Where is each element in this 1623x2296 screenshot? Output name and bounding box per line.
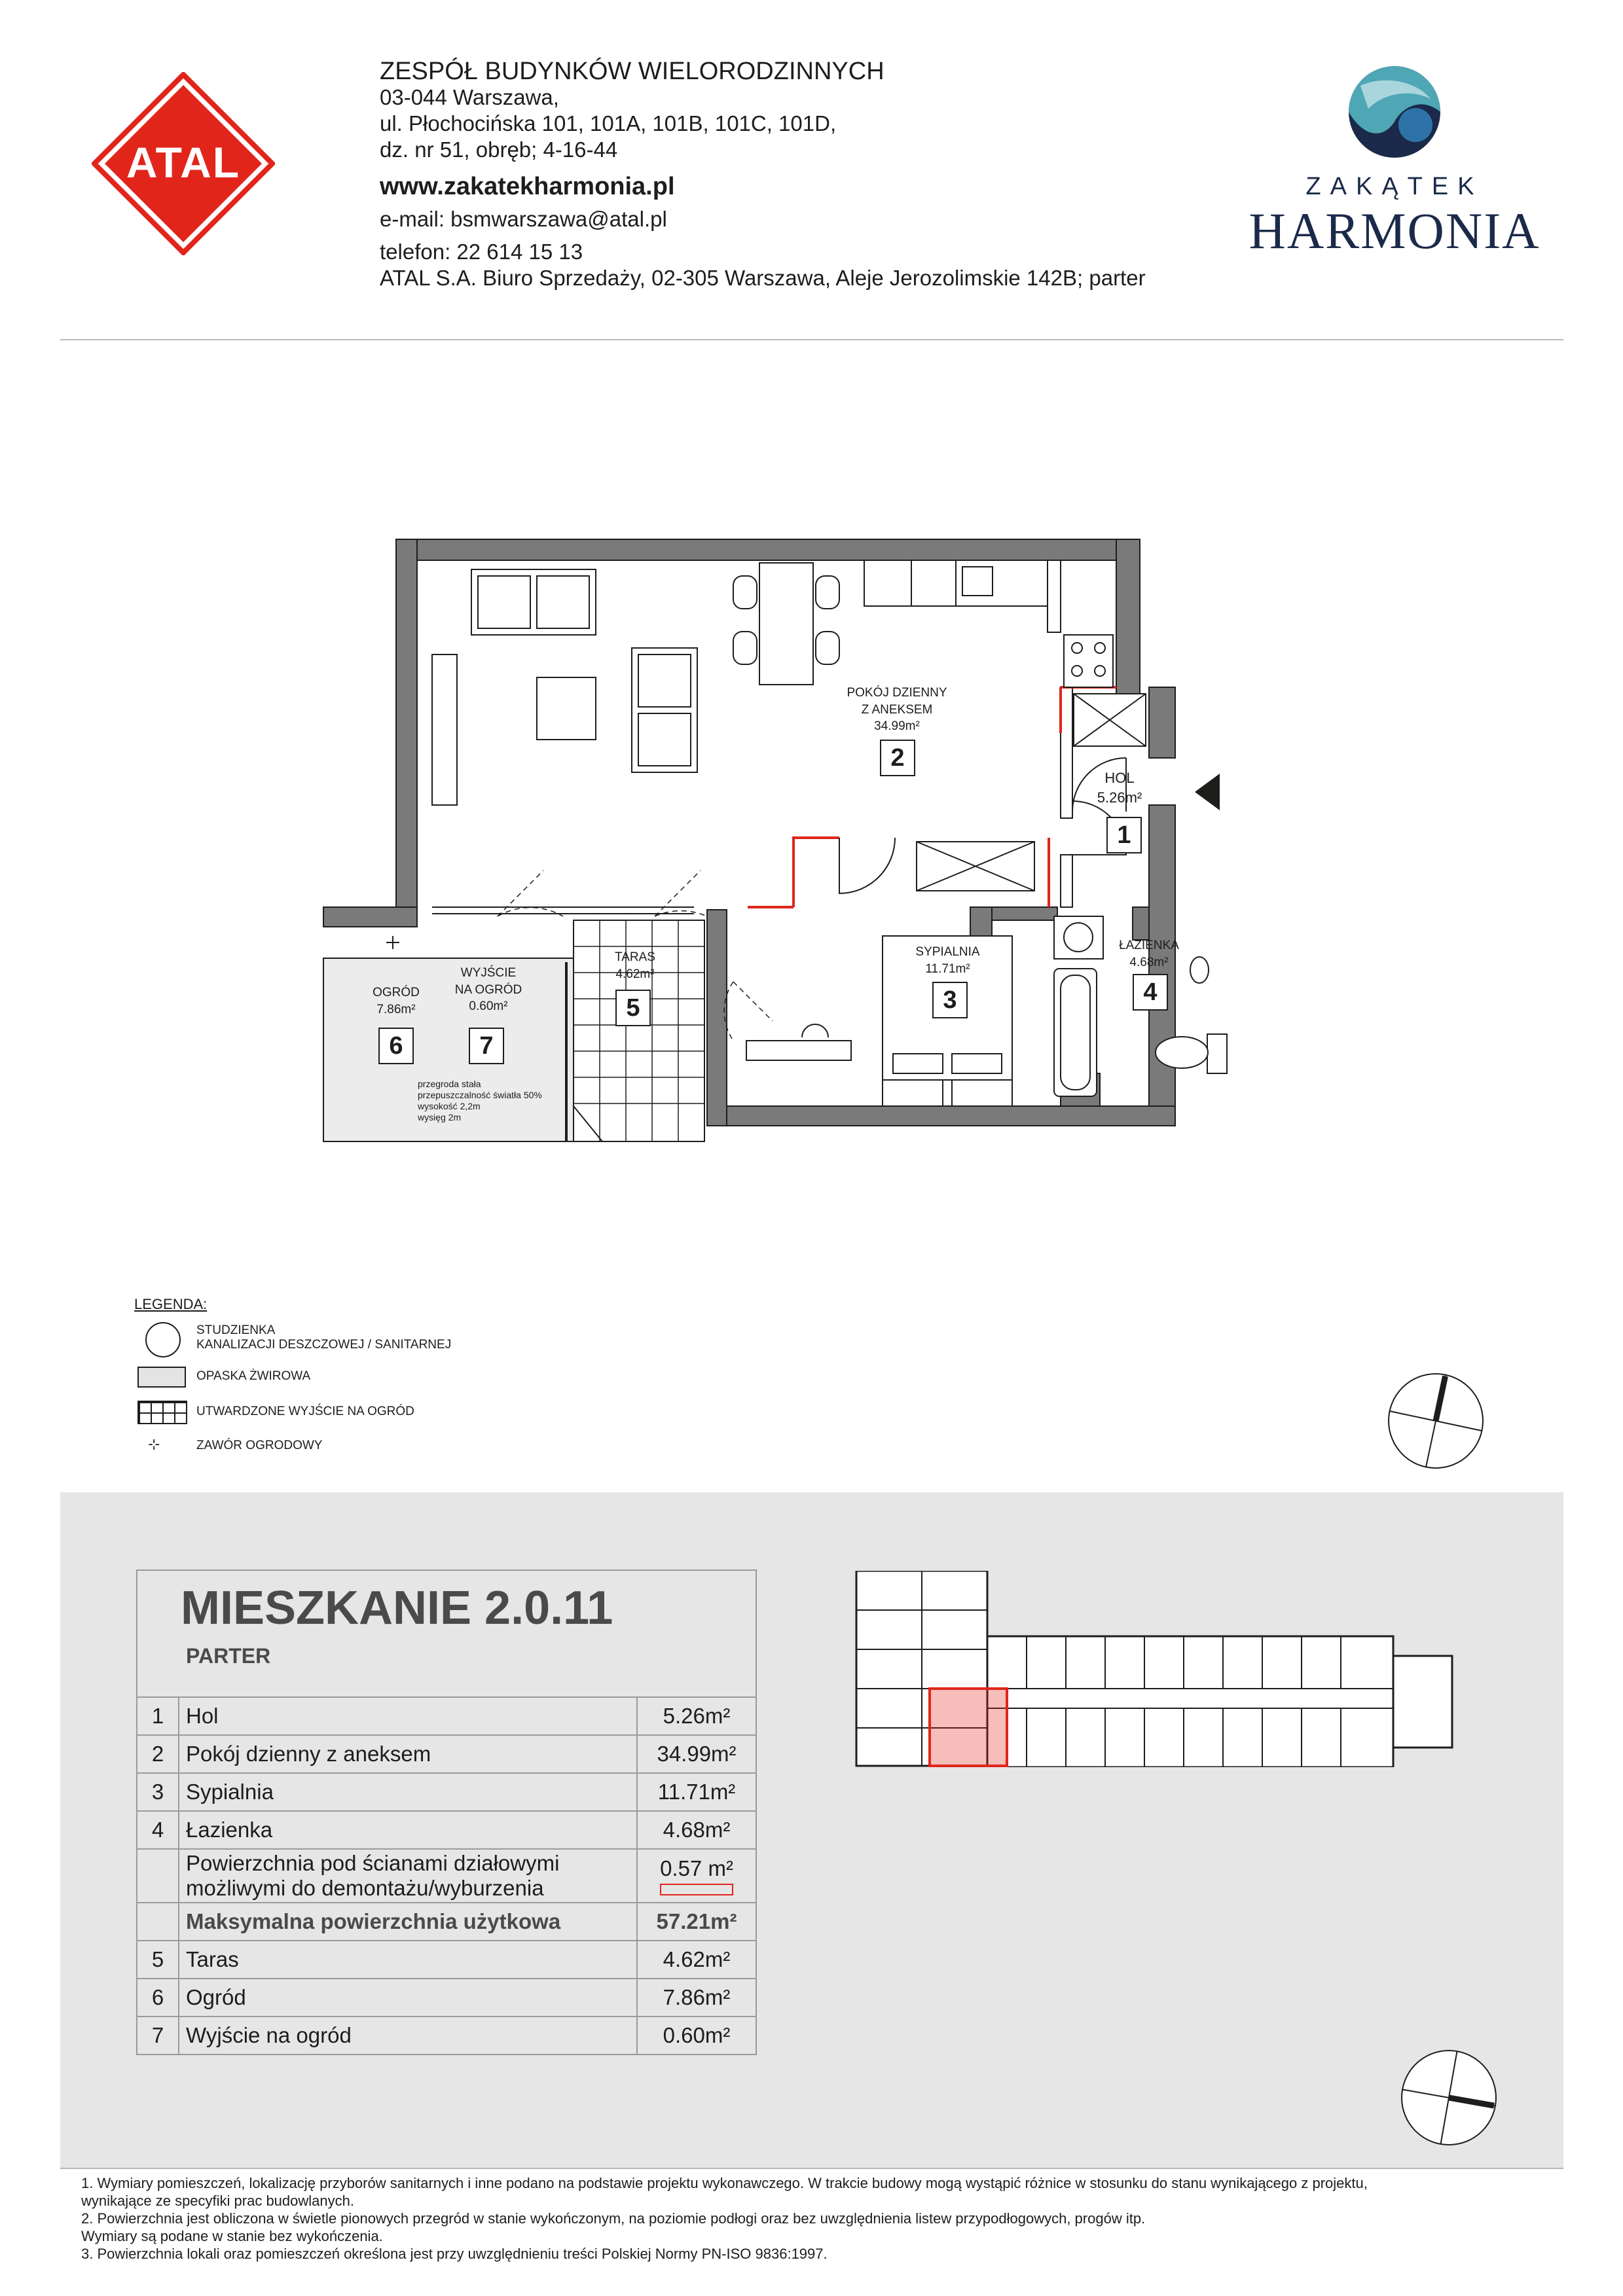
room-name: ŁAZIENKA — [1119, 939, 1179, 952]
partition-note — [418, 1079, 542, 1123]
room-number-5: 5 — [615, 990, 651, 1026]
website-link[interactable]: www.zakatekharmonia.pl — [380, 173, 675, 200]
legend-item-gravel: OPASKA ŻWIROWA — [196, 1369, 311, 1383]
manhole-circle-icon — [145, 1322, 181, 1357]
table-row — [137, 1811, 756, 1849]
row-value: 0.60m² — [637, 2017, 756, 2054]
row-name: Sypialnia — [179, 1773, 637, 1811]
legend-line: STUDZIENKA — [196, 1323, 276, 1337]
paved-exit-icon — [137, 1401, 187, 1424]
row-number: 7 — [137, 2017, 179, 2054]
row-name: Taras — [179, 1941, 637, 1979]
table-row — [137, 1697, 756, 1735]
apartment-area-table — [136, 1696, 757, 2055]
footnote-line: Wymiary są podane w stanie bez wykończenia. — [81, 2228, 383, 2244]
room-label-bathroom — [1106, 937, 1192, 971]
room-number-2: 2 — [880, 740, 915, 776]
gravel-strip-icon — [137, 1367, 186, 1388]
row-value: 57.21m² — [637, 1903, 756, 1941]
room-number-3: 3 — [932, 982, 968, 1018]
table-row-demolition — [137, 1849, 756, 1903]
room-label-garden — [360, 984, 432, 1018]
footnotes — [81, 2174, 1554, 2263]
row-number: 2 — [137, 1735, 179, 1773]
row-number: 1 — [137, 1697, 179, 1735]
row-name: Wyjście na ogród — [179, 2017, 637, 2054]
footnote-line: wynikające ze specyfiki prac budowlanych. — [81, 2193, 354, 2209]
garden-valve-icon: ⊹ — [148, 1436, 160, 1452]
row-name: Maksymalna powierzchnia użytkowa — [179, 1903, 637, 1941]
row-value: 7.86m² — [637, 1979, 756, 2017]
room-number-7: 7 — [469, 1028, 504, 1064]
row-name: Hol — [179, 1697, 637, 1735]
table-row — [137, 2017, 756, 2054]
room-area: 4.68m² — [1129, 955, 1169, 969]
brand-line-2: HARMONIA — [1249, 202, 1541, 259]
header-address-2: ul. Płochocińska 101, 101A, 101B, 101C, 101D, — [380, 111, 837, 135]
partition-note-line: wysokość 2,2m — [418, 1101, 481, 1111]
row-number-empty — [137, 1849, 179, 1903]
row-number-empty — [137, 1903, 179, 1941]
room-name: POKÓJ DZIENNY — [847, 686, 947, 700]
row-name: Pokój dzienny z aneksem — [179, 1735, 637, 1773]
office-address: ATAL S.A. Biuro Sprzedaży, 02-305 Warszawa, Aleje Jerozolimskie 142B; parter — [380, 266, 1146, 290]
floor-plan — [314, 530, 1270, 1152]
row-number: 5 — [137, 1941, 179, 1979]
header-address-1: 03-044 Warszawa, — [380, 85, 559, 109]
partition-note-line: przegroda stała — [418, 1079, 481, 1089]
room-name: OGRÓD — [373, 986, 420, 999]
table-row — [137, 1941, 756, 1979]
apartment-title: MIESZKANIE 2.0.11 — [181, 1582, 613, 1634]
legend-item-manhole — [196, 1323, 451, 1352]
row-number: 3 — [137, 1773, 179, 1811]
row-value: 11.71m² — [637, 1773, 756, 1811]
row-name: Łazienka — [179, 1811, 637, 1849]
table-row — [137, 1979, 756, 2017]
building-key-plan — [851, 1571, 1467, 1767]
demolition-line-2: możliwymi do demontażu/wyburzenia — [186, 1876, 544, 1900]
room-label-terrace — [609, 949, 661, 982]
room-label-living — [828, 685, 966, 735]
room-name-2: NA OGRÓD — [454, 982, 522, 997]
room-number-1: 1 — [1106, 817, 1142, 853]
room-label-garden-exit — [443, 965, 534, 1015]
room-label-hall — [1080, 768, 1159, 807]
compass-icon-bottom — [1400, 2049, 1498, 2147]
phone-text: telefon: 22 614 15 13 — [380, 240, 583, 264]
room-number-4: 4 — [1133, 974, 1168, 1011]
table-row — [137, 1773, 756, 1811]
footnote-line: 2. Powierzchnia jest obliczona w świetle pionowych przegród w stanie wykończonym, na poziomie podłogi oraz bez uwzględnienia listew przypodłogowych, progów itp. — [81, 2210, 1146, 2227]
atal-logo — [92, 72, 275, 255]
partition-note-line: wysięg 2m — [418, 1112, 462, 1122]
room-area: 11.71m² — [925, 961, 970, 976]
legend-item-valve: ZAWÓR OGRODOWY — [196, 1439, 323, 1452]
room-name: SYPIALNIA — [915, 945, 980, 959]
room-name: HOL — [1104, 770, 1135, 786]
harmonia-logo — [1244, 63, 1545, 259]
email-link[interactable]: e-mail: bsmwarszawa@atal.pl — [380, 207, 667, 231]
footnote-line: 3. Powierzchnia lokali oraz pomieszczeń określona jest przy uwzględnieniu treści Polskiej Normy PN-ISO 9836:1997. — [81, 2246, 828, 2262]
room-area: 4.62m² — [615, 967, 655, 981]
apartment-title-box — [136, 1570, 757, 1696]
row-name: Ogród — [179, 1979, 637, 2017]
room-name-2: Z ANEKSEM — [861, 702, 933, 717]
table-row — [137, 1735, 756, 1773]
room-area: 7.86m² — [376, 1002, 416, 1016]
room-area: 34.99m² — [874, 719, 920, 734]
demolition-line-1: Powierzchnia pod ścianami działowymi — [186, 1851, 560, 1875]
room-name: WYJŚCIE — [460, 966, 517, 980]
atal-logo-text: ATAL — [126, 138, 241, 187]
legend-line: KANALIZACJI DESZCZOWEJ / SANITARNEJ — [196, 1338, 452, 1352]
table-row-total — [137, 1903, 756, 1941]
room-label-bedroom — [884, 944, 1012, 977]
row-value: 34.99m² — [637, 1735, 756, 1773]
row-number: 6 — [137, 1979, 179, 2017]
apartment-floor: PARTER — [186, 1644, 271, 1668]
entrance-arrow-icon — [1195, 774, 1220, 810]
room-area: 0.60m² — [469, 999, 508, 1014]
apartment-highlight — [930, 1689, 1007, 1766]
room-name: TARAS — [615, 950, 655, 964]
row-value — [637, 1849, 756, 1903]
row-value: 4.62m² — [637, 1941, 756, 1979]
room-area: 5.26m² — [1097, 789, 1142, 806]
room-number-6: 6 — [378, 1028, 414, 1064]
brand-line-1: ZAKĄTEK — [1305, 173, 1484, 200]
legend-title: LEGENDA: — [134, 1296, 208, 1312]
partition-note-line: przepuszczalność światła 50% — [418, 1090, 542, 1100]
row-value: 4.68m² — [637, 1811, 756, 1849]
header-divider — [60, 339, 1563, 340]
row-name — [179, 1849, 637, 1903]
legend-item-paved-exit: UTWARDZONE WYJŚCIE NA OGRÓD — [196, 1405, 414, 1418]
row-number: 4 — [137, 1811, 179, 1849]
footnote-line: 1. Wymiary pomieszczeń, lokalizację przyborów sanitarnych i inne podano na podstawie projektu wykonawczego. W trakcie budowy mogą wystąpić różnice w stosunku do stanu wynikającego z projektu, — [81, 2175, 1368, 2191]
demolition-value: 0.57 m² — [660, 1856, 733, 1880]
notes-divider — [60, 2168, 1563, 2169]
header-title: ZESPÓŁ BUDYNKÓW WIELORODZINNYCH — [380, 58, 884, 85]
header-address-3: dz. nr 51, obręb; 4-16-44 — [380, 137, 618, 162]
compass-icon — [1387, 1372, 1485, 1470]
harmonia-emblem-icon — [1244, 63, 1545, 161]
demolition-hatch-icon — [660, 1884, 733, 1895]
row-value: 5.26m² — [637, 1697, 756, 1735]
